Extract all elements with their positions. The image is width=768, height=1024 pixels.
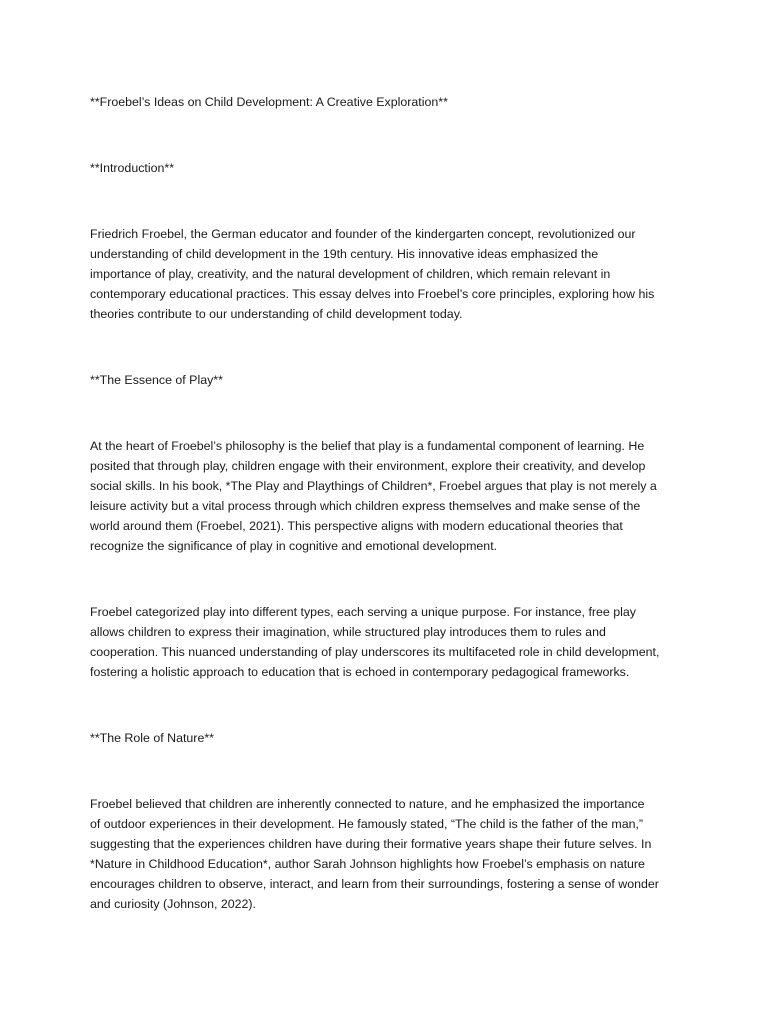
paragraph-line: of outdoor experiences in their development. He famously stated, “The child is the father of the man,” [90,817,644,831]
paragraph-line: *Nature in Childhood Education*, author Sarah Johnson highlights how Froebel’s emphasis on nature [90,857,645,871]
paragraph-line: posited that through play, children engage with their environment, explore their creativity, and develop [90,459,646,473]
paragraph-line: At the heart of Froebel’s philosophy is the belief that play is a fundamental component of learning. He [90,439,645,453]
paragraph-line: fostering a holistic approach to education that is echoed in contemporary pedagogical frameworks. [90,665,630,679]
paragraph-essence-of-play-1 [90,436,690,556]
paragraph-line: leisure activity but a vital process through which children express themselves and make sense of the [90,499,641,513]
document-title: **Froebel’s Ideas on Child Development: A Creative Exploration** [90,95,448,109]
paragraph-line: social skills. In his book, *The Play and Playthings of Children*, Froebel argues that play is not merely a [90,479,657,493]
paragraph-line: understanding of child development in the 19th century. His innovative ideas emphasized the [90,247,599,261]
paragraph-line: suggesting that the experiences children have during their formative years shape their future selves. In [90,837,652,851]
paragraph-line: and curiosity (Johnson, 2022). [90,897,256,911]
paragraph-line: allows children to express their imagination, while structured play introduces them to rules and [90,625,606,639]
section-heading-introduction: **Introduction** [90,161,175,175]
paragraph-line: encourages children to observe, interact, and learn from their surroundings, fostering a sense of wonder [90,877,659,891]
paragraph-role-of-nature [90,794,690,914]
paragraph-line: Froebel believed that children are inherently connected to nature, and he emphasized the importance [90,797,645,811]
section-heading-essence-of-play: **The Essence of Play** [90,373,223,387]
paragraph-line: world around them (Froebel, 2021). This perspective aligns with modern educational theories that [90,519,623,533]
paragraph-essence-of-play-2 [90,602,690,682]
paragraph-line: importance of play, creativity, and the natural development of children, which remain relevant in [90,267,611,281]
document-body [90,92,690,914]
section-heading-role-of-nature: **The Role of Nature** [90,731,214,745]
paragraph-introduction [90,224,690,324]
paragraph-line: theories contribute to our understanding of child development today. [90,307,463,321]
paragraph-line: contemporary educational practices. This essay delves into Froebel’s core principles, exploring how his [90,287,655,301]
paragraph-line: Froebel categorized play into different types, each serving a unique purpose. For instance, free play [90,605,636,619]
paragraph-line: cooperation. This nuanced understanding of play underscores its multifaceted role in child development, [90,645,660,659]
paragraph-line: Friedrich Froebel, the German educator and founder of the kindergarten concept, revolutionized our [90,227,636,241]
paragraph-line: recognize the significance of play in cognitive and emotional development. [90,539,498,553]
